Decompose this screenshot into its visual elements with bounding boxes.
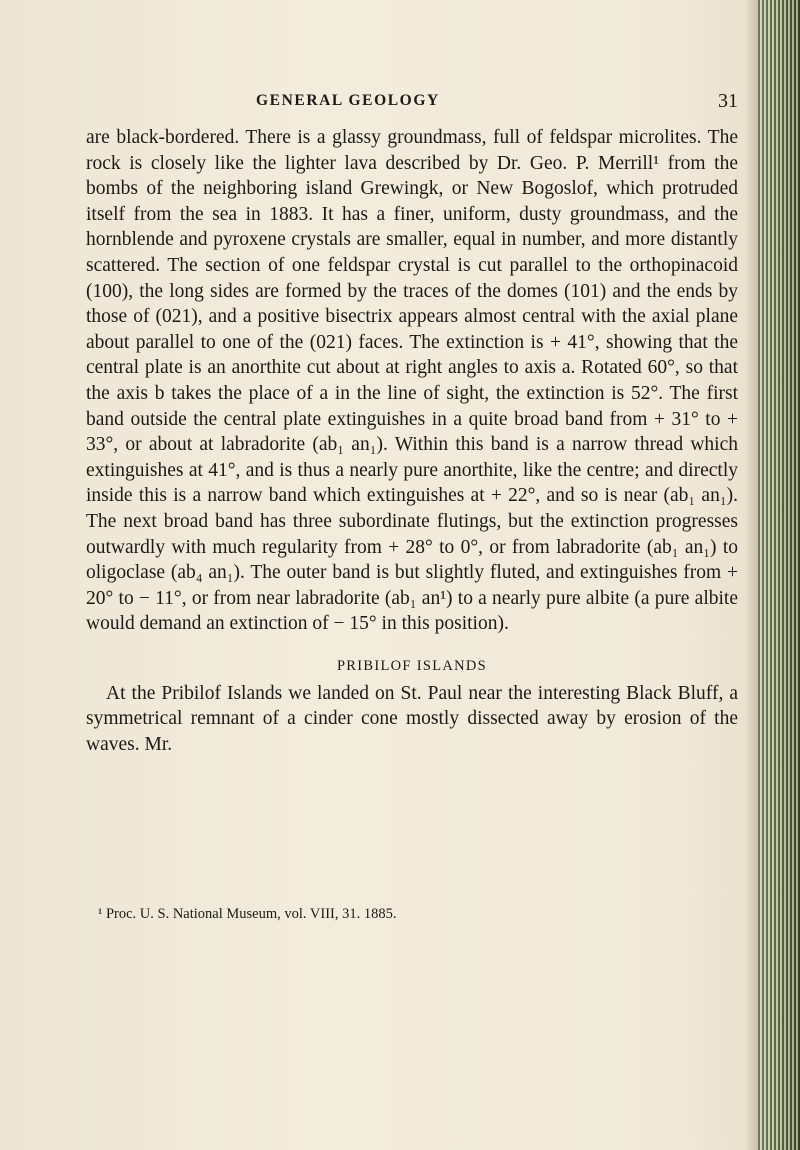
footnote: ¹ Proc. U. S. National Museum, vol. VIII, 31. 1885. <box>98 906 397 922</box>
page-header <box>86 90 738 120</box>
gutter-shadow <box>744 0 758 1150</box>
running-head: GENERAL GEOLOGY <box>256 92 440 109</box>
section-heading: PRIBILOF ISLANDS <box>336 657 488 674</box>
page-number: 31 <box>718 90 738 112</box>
paragraph-2: At the Pribilof Islands we landed on St. Paul near the interesting Black Bluff, a symmetrical remnant of a cinder cone mostly dissected away by erosion of the waves. Mr. <box>86 682 738 756</box>
body-text <box>86 125 738 758</box>
book-spine-edge <box>758 0 800 1150</box>
paragraph-1: are black-bordered. There is a glassy groundmass, full of feldspar microlites. The rock is closely like the lighter lava described by Dr. Geo. P. Merrill¹ from the bombs of the neighboring island Grewingk, or New Bogoslof, which protruded itself from the sea in 1883. It has a finer, uniform, dusty groundmass, and the hornblende and pyroxene crystals are smaller, equal in number, and more distantly scattered. The section of one feldspar crystal is cut parallel to the orthopinacoid (100), the long sides are formed by the traces of the domes (101) and the ends by those of (021), and a positive bisectrix appears almost central with the axial plane about parallel to one of the (021) faces. The extinction is + 41°, showing that the central plate is an anorthite cut about at right angles to axis a. Rotated 60°, so that the axis b takes the place of a in the line of sight, the extinction is 52°. The first band outside the central plate extinguishes in a quite broad band from + 31° to + 33°, or about at labradorite (ab₁ an₁). Within this band is a narrow thread which extinguishes at 41°, and is thus a nearly pure anorthite, like the centre; and directly inside this is a narrow band which extinguishes at + 22°, and so is near (ab₁ an₁). The next broad band has three subordinate flutings, but the extinction progresses outwardly with much regularity from + 28° to 0°, or from labradorite (ab₁ an₁) to oligoclase (ab₄ an₁). The outer band is but slightly fluted, and extinguishes from + 20° to − 11°, or from near labradorite (ab₁ an¹) to a nearly pure albite (a pure albite would demand an extinction of − 15° in this position). <box>86 127 738 635</box>
